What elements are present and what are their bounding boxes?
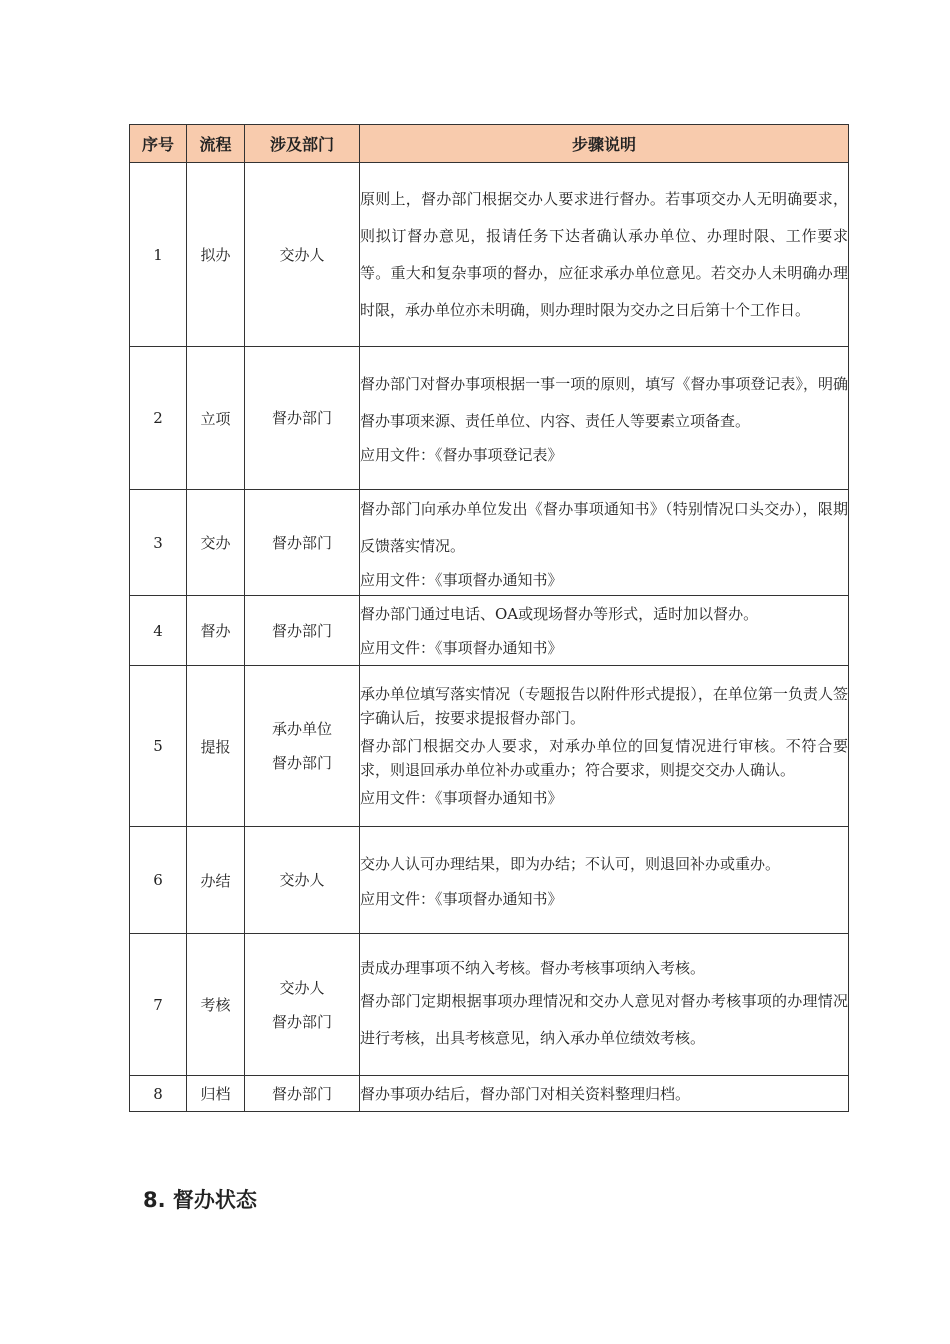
dept-name: 督办部门 <box>271 1084 332 1103</box>
table-row <box>130 827 849 934</box>
desc-applied-file: 应用文件：《事项督办通知书》 <box>360 789 563 807</box>
row-dept <box>245 666 360 827</box>
desc-paragraph: 责成办理事项不纳入考核。督办考核事项纳入考核。 <box>360 958 706 977</box>
row-step: 提报 <box>187 666 245 827</box>
row-step: 办结 <box>187 827 245 934</box>
header-desc: 步骤说明 <box>360 125 849 163</box>
row-no: 8 <box>130 1076 187 1112</box>
row-dept <box>245 163 360 347</box>
row-dept <box>245 1076 360 1112</box>
table-row <box>130 934 849 1076</box>
row-step: 立项 <box>187 347 245 490</box>
row-no: 3 <box>130 490 187 596</box>
row-step: 归档 <box>187 1076 245 1112</box>
row-dept <box>245 934 360 1076</box>
row-no: 6 <box>130 827 187 934</box>
row-no: 1 <box>130 163 187 347</box>
row-step: 拟办 <box>187 163 245 347</box>
row-step: 督办 <box>187 596 245 666</box>
dept-name: 督办部门 <box>271 1012 332 1031</box>
table-header-row <box>130 125 849 163</box>
desc-paragraph: 交办人认可办理结果，即为办结；不认可，则退回补办或重办。 <box>360 854 781 873</box>
row-desc <box>360 163 849 347</box>
section-heading: 8. 督办状态 <box>143 1188 257 1212</box>
table-row <box>130 347 849 490</box>
row-no: 7 <box>130 934 187 1076</box>
row-no: 4 <box>130 596 187 666</box>
desc-paragraph: 督办部门根据交办人要求，对承办单位的回复情况进行审核。不符合要求，则退回承办单位补办或重办；符合要求，则提交交办人确认。 <box>360 737 848 779</box>
row-no: 5 <box>130 666 187 827</box>
table-row <box>130 163 849 347</box>
desc-applied-file: 应用文件：《督办事项登记表》 <box>360 446 563 464</box>
table-row <box>130 666 849 827</box>
desc-applied-file: 应用文件：《事项督办通知书》 <box>360 889 563 908</box>
row-step: 交办 <box>187 490 245 596</box>
row-dept <box>245 347 360 490</box>
table-row <box>130 1076 849 1112</box>
row-desc <box>360 347 849 490</box>
row-desc <box>360 490 849 596</box>
dept-name: 交办人 <box>279 245 325 264</box>
row-dept <box>245 827 360 934</box>
row-desc <box>360 1076 849 1112</box>
header-no: 序号 <box>130 125 187 163</box>
row-step: 考核 <box>187 934 245 1076</box>
process-steps-table <box>129 124 849 1112</box>
header-step: 流程 <box>187 125 245 163</box>
desc-paragraph: 承办单位填写落实情况（专题报告以附件形式提报），在单位第一负责人签字确认后，按要求提报督办部门。 <box>360 685 848 727</box>
dept-name: 督办部门 <box>271 621 332 640</box>
header-dept: 涉及部门 <box>245 125 360 163</box>
dept-name: 督办部门 <box>271 754 332 772</box>
table-row <box>130 596 849 666</box>
dept-name: 督办部门 <box>271 533 332 552</box>
dept-name: 督办部门 <box>271 409 332 427</box>
row-desc <box>360 666 849 827</box>
row-dept <box>245 490 360 596</box>
row-desc <box>360 827 849 934</box>
row-dept <box>245 596 360 666</box>
row-no: 2 <box>130 347 187 490</box>
dept-name: 交办人 <box>279 978 325 997</box>
desc-paragraph: 督办部门定期根据事项办理情况和交办人意见对督办考核事项的办理情况进行考核，出具考核意见，纳入承办单位绩效考核。 <box>360 991 848 1047</box>
dept-name: 承办单位 <box>271 720 332 738</box>
desc-paragraph: 原则上，督办部门根据交办人要求进行督办。若事项交办人无明确要求，则拟订督办意见，报请任务下达者确认承办单位、办理时限、工作要求等。重大和复杂事项的督办，应征求承办单位意见。若交办人未明确办理时限，承办单位亦未明确，则办理时限为交办之日后第十个工作日。 <box>360 189 848 319</box>
desc-paragraph: 督办部门对督办事项根据一事一项的原则，填写《督办事项登记表》，明确督办事项来源、责任单位、内容、责任人等要素立项备查。 <box>360 375 848 430</box>
desc-paragraph: 督办事项办结后，督办部门对相关资料整理归档。 <box>360 1085 691 1103</box>
row-desc <box>360 596 849 666</box>
desc-paragraph: 督办部门通过电话、OA或现场督办等形式，适时加以督办。 <box>360 604 759 623</box>
desc-applied-file: 应用文件：《事项督办通知书》 <box>360 570 563 589</box>
dept-name: 交办人 <box>279 871 325 889</box>
desc-paragraph: 督办部门向承办单位发出《督办事项通知书》（特别情况口头交办），限期反馈落实情况。 <box>360 499 848 555</box>
row-desc <box>360 934 849 1076</box>
desc-applied-file: 应用文件：《事项督办通知书》 <box>360 638 563 657</box>
table-row <box>130 490 849 596</box>
